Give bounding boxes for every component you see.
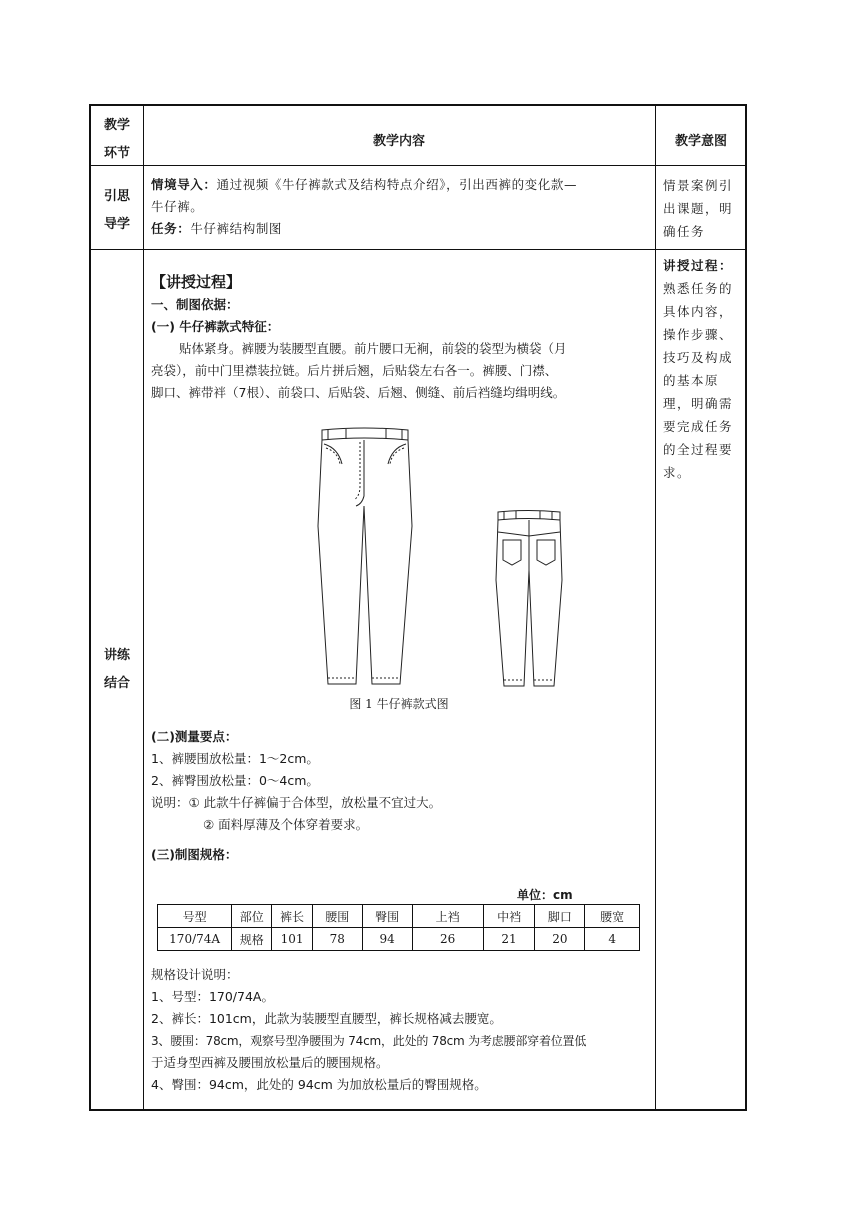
table-cell: 4 [585,928,640,951]
spec-note: 2、裤长：101cm，此款为装腰型直腰型，裤长规格减去腰宽。 [151,1011,502,1026]
header-stage-line1: 教学 [103,118,130,133]
spec-notes-title: 规格设计说明： [151,967,239,982]
row2-stage [91,642,143,698]
heading-basis: 一、制图依据： [151,297,239,312]
unit-label: 单位：cm [517,888,573,902]
task-text: 牛仔裤结构制图 [190,221,283,236]
table-cell: 101 [272,928,312,951]
row2-intent [655,254,747,484]
row-divider [91,249,745,250]
spec-note: 3、腰围：78cm，观察号型净腰围为 74cm，此处的 78cm 为考虑腰部穿着位置低 [151,1034,587,1048]
row1-stage-line2: 导学 [103,217,130,232]
table-header-cell: 上裆 [412,905,483,928]
jeans-front-drawing [318,428,412,684]
measurement-item: 1、裤腰围放松量：1～2cm。 [151,751,319,766]
table-header-cell: 臀围 [362,905,412,928]
measurement-item: 2、裤臀围放松量：0～4cm。 [151,773,319,788]
row1-stage-line1: 引思 [103,189,130,204]
feature-line: 贴体紧身。裤腰为装腰型直腰。前片腰口无裥，前袋的袋型为横袋（月 [179,341,567,356]
measurement-section [143,726,655,866]
table-header-cell: 裤长 [272,905,312,928]
header-intent: 教学意图 [674,134,727,149]
table-header-cell: 号型 [158,905,232,928]
table-header-cell: 腰宽 [585,905,640,928]
figure-caption: 图 1 牛仔裤款式图 [349,697,449,711]
task-label: 任务： [151,221,191,236]
header-content: 教学内容 [372,134,425,149]
heading-spec: (三)制图规格： [151,847,238,862]
row-divider [91,165,745,166]
jeans-style-figure [316,426,616,688]
row2-content [143,270,655,404]
measurement-note: ② 面料厚薄及个体穿着要求。 [203,817,369,832]
row1-intent: 情景案例引出课题，明确任务 [663,178,734,239]
table-cell: 170/74A [158,928,232,951]
row1-content [143,174,655,240]
spec-notes [143,964,655,1096]
header-stage [91,112,143,168]
intro-label: 情境导入： [151,177,217,192]
col-divider [143,106,144,1109]
feature-line: 亮袋），前中门里襟装拉链。后片拼后翘，后贴袋左右各一。裤腰、门襟、 [151,363,558,378]
spec-note: 1、号型：170/74A。 [151,989,274,1004]
table-header-cell: 腰围 [312,905,362,928]
table-row [158,928,640,951]
row1-stage [91,183,143,239]
intro-text: 通过视频《牛仔裤款式及结构特点介绍》，引出西裤的变化款— [216,177,578,192]
table-header-cell: 脚口 [535,905,585,928]
heading-measurement: (二)测量要点： [151,729,238,744]
lesson-table [89,104,747,1111]
measurement-note: 说明：① 此款牛仔裤偏于合体型，放松量不宜过大。 [151,795,442,810]
row2-stage-line1: 讲练 [103,648,130,663]
table-cell: 94 [362,928,412,951]
jeans-back-drawing [496,511,562,687]
spec-table [157,904,640,951]
table-cell: 26 [412,928,483,951]
spec-note: 于适身型西裤及腰围放松量后的腰围规格。 [151,1055,389,1070]
section-title: 【讲授过程】 [151,273,242,291]
intro-text-cont: 牛仔裤。 [151,199,204,214]
table-cell: 规格 [232,928,272,951]
row2-intent-text: 熟悉任务的具体内容，操作步骤、技巧及构成的基本原理，明确需要完成任务的全过程要求。 [663,281,734,480]
table-row [158,905,640,928]
feature-line: 脚口、裤带袢（7根）、前袋口、后贴袋、后翘、侧缝、前后裆缝均缉明线。 [151,385,566,400]
table-cell: 78 [312,928,362,951]
table-cell: 20 [535,928,585,951]
table-header-cell: 部位 [232,905,272,928]
row2-stage-line2: 结合 [103,676,130,691]
table-cell: 21 [483,928,535,951]
heading-style-features: (一) 牛仔裤款式特征： [151,319,280,334]
spec-note: 4、臀围：94cm，此处的 94cm 为加放松量后的臀围规格。 [151,1077,487,1092]
header-stage-line2: 环节 [103,146,130,161]
table-header-cell: 中裆 [483,905,535,928]
row2-intent-label: 讲授过程： [663,258,734,273]
